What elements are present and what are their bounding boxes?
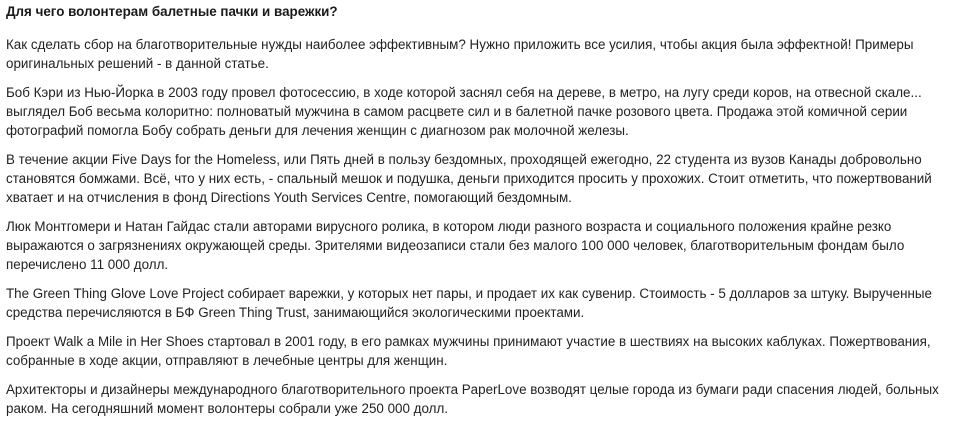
paragraph-paperlove: Архитекторы и дизайнеры международного благотворительного проекта PaperLove возводят целые города из бумаги ради спасения людей, больных раком. На сегодняшний момент волонтеры собрали уже 250 000 долл. bbox=[6, 382, 939, 416]
paragraph-walk-a-mile: Проект Walk a Mile in Her Shoes стартовал в 2001 году, в его рамках мужчины принимают участие в шествиях на высоких каблуках. Пожертвования, собранные в ходе акции, отправляют в лечебные центры для женщин. bbox=[6, 334, 931, 368]
paragraph-glove-love: The Green Thing Glove Love Project собирает варежки, у которых нет пары, и продает их как сувенир. Стоимость - 5 долларов за штуку. Вырученные средства перечисляются в БФ Green Thing Trust, занимающийся экологическими проектами. bbox=[6, 286, 932, 320]
article-title: Для чего волонтерам балетные пачки и варежки? bbox=[6, 4, 338, 19]
paragraph-bob-carey: Боб Кэри из Нью-Йорка в 2003 году провел фотосессию, в ходе которой заснял себя на дереве, в метро, на лугу среди коров, на отвесной скале... выглядел Боб весьма колоритно: полноватый мужчина в самом расцвете сил и в балетной пачке розового цвета. Продажа этой комичной серии фотографий помогла Бобу собрать деньги для лечения женщин с диагнозом рак молочной железы. bbox=[6, 85, 922, 138]
paragraph-viral-video: Люк Монтгомери и Натан Гайдас стали авторами вирусного ролика, в котором люди разного возраста и социального положения крайне резко выражаются о загрязнениях окружающей среды. Зрителями видеозаписи стали без малого 100 000 человек, благотворительным фондам было перечислено 11 000 долл. bbox=[6, 219, 905, 272]
paragraph-five-days: В течение акции Five Days for the Homeless, или Пять дней в пользу бездомных, проходящей ежегодно, 22 студента из вузов Канады добровольно становятся бомжами. Всё, что у них есть, - спальный мешок и подушка, деньги приходится просить у прохожих. Стоит отметить, что пожертвований хватает и на отчисления в фонд Directions Youth Services Centre, помогающий бездомным. bbox=[6, 152, 932, 205]
paragraph-intro: Как сделать сбор на благотворительные нужды наиболее эффективным? Нужно приложить все усилия, чтобы акция была эффектной! Примеры оригинальных решений - в данной статье. bbox=[6, 37, 914, 71]
